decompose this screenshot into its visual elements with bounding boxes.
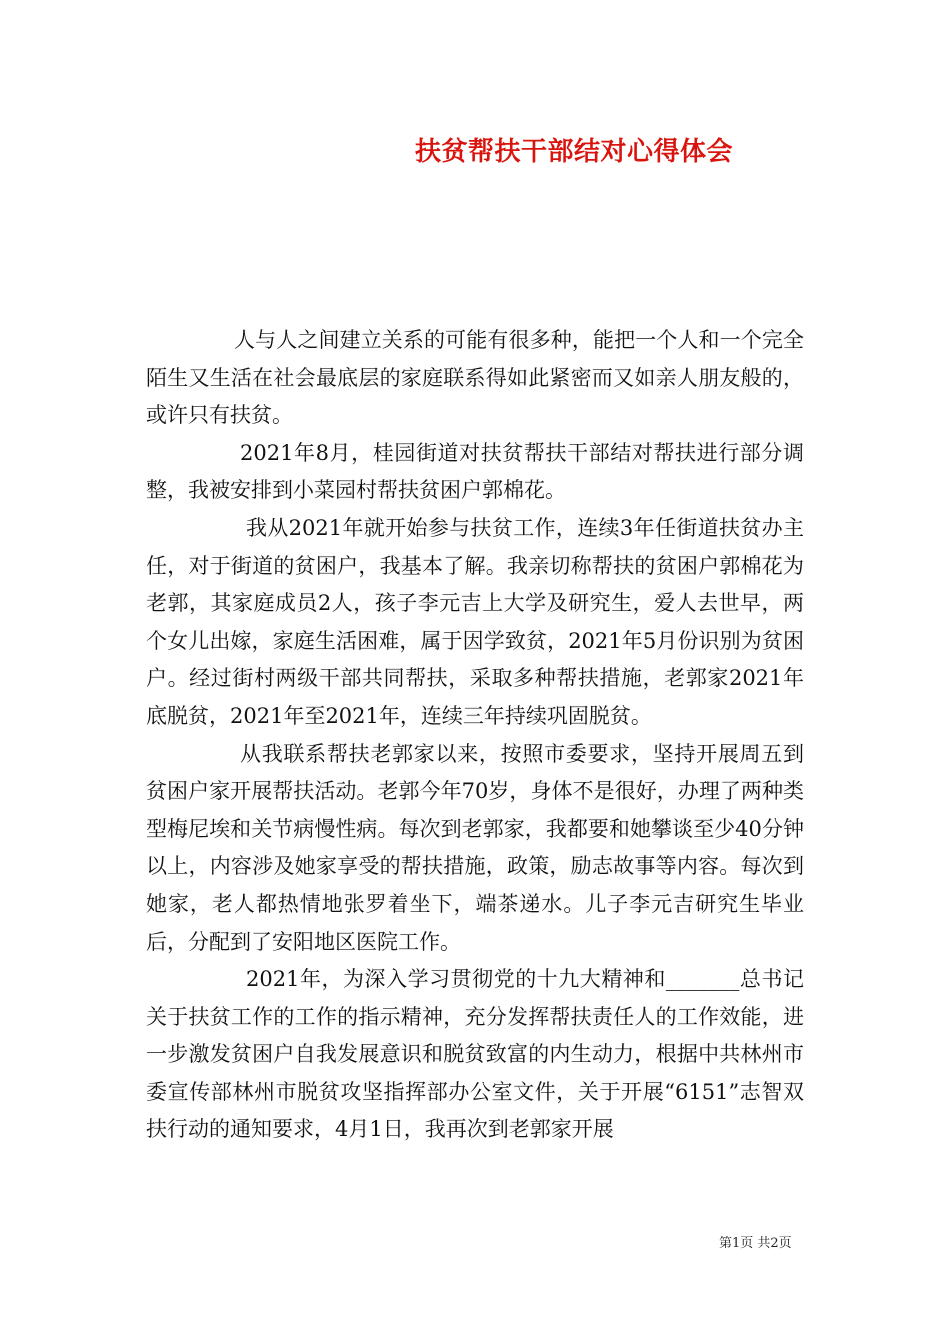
paragraph: 人与人之间建立关系的可能有很多种，能把一个人和一个完全陌生又生活在社会最底层的家庭联系得如此紧密而又如亲人朋友般的，或许只有扶贫。 — [146, 328, 804, 428]
paragraph: 从我联系帮扶老郭家以来，按照市委要求，坚持开展周五到贫困户家开展帮扶活动。老郭今年70岁，身体不是很好，办理了两种类型梅尼埃和关节病慢性病。每次到老郭家，我都要和她攀谈至少40分钟以上，内容涉及她家享受的帮扶措施，政策，励志故事等内容。每次到她家，老人都热情地张罗着坐下，端茶递水。儿子李元吉研究生毕业后，分配到了安阳地区医院工作。 — [146, 741, 804, 954]
paragraph: 2021年8月，桂园街道对扶贫帮扶干部结对帮扶进行部分调整，我被安排到小菜园村帮扶贫困户郭棉花。 — [146, 440, 804, 503]
page-number: 第1页 共2页 — [719, 1236, 792, 1251]
document-title: 扶贫帮扶干部结对心得体会 — [415, 137, 734, 167]
paragraph: 我从2021年就开始参与扶贫工作，连续3年任街道扶贫办主任，对于街道的贫困户，我基本了解。我亲切称帮扶的贫困户郭棉花为老郭，其家庭成员2人，孩子李元吉上大学及研究生，爱人去世早，两个女儿出嫁，家庭生活困难，属于因学致贫，2021年5月份识别为贫困户。经过街村两级干部共同帮扶，采取多种帮扶措施，老郭家2021年底脱贫，2021年至2021年，连续三年持续巩固脱贫。 — [146, 515, 804, 728]
paragraph: 2021年，为深入学习贯彻党的十九大精神和_______总书记关于扶贫工作的工作的指示精神，充分发挥帮扶责任人的工作效能，进一步激发贫困户自我发展意识和脱贫致富的内生动力，根据中共林州市委宣传部林州市脱贫攻坚指挥部办公室文件，关于开展“6151”志智双扶行动的通知要求，4月1日，我再次到老郭家开展 — [146, 967, 804, 1142]
document-body — [146, 322, 804, 1149]
